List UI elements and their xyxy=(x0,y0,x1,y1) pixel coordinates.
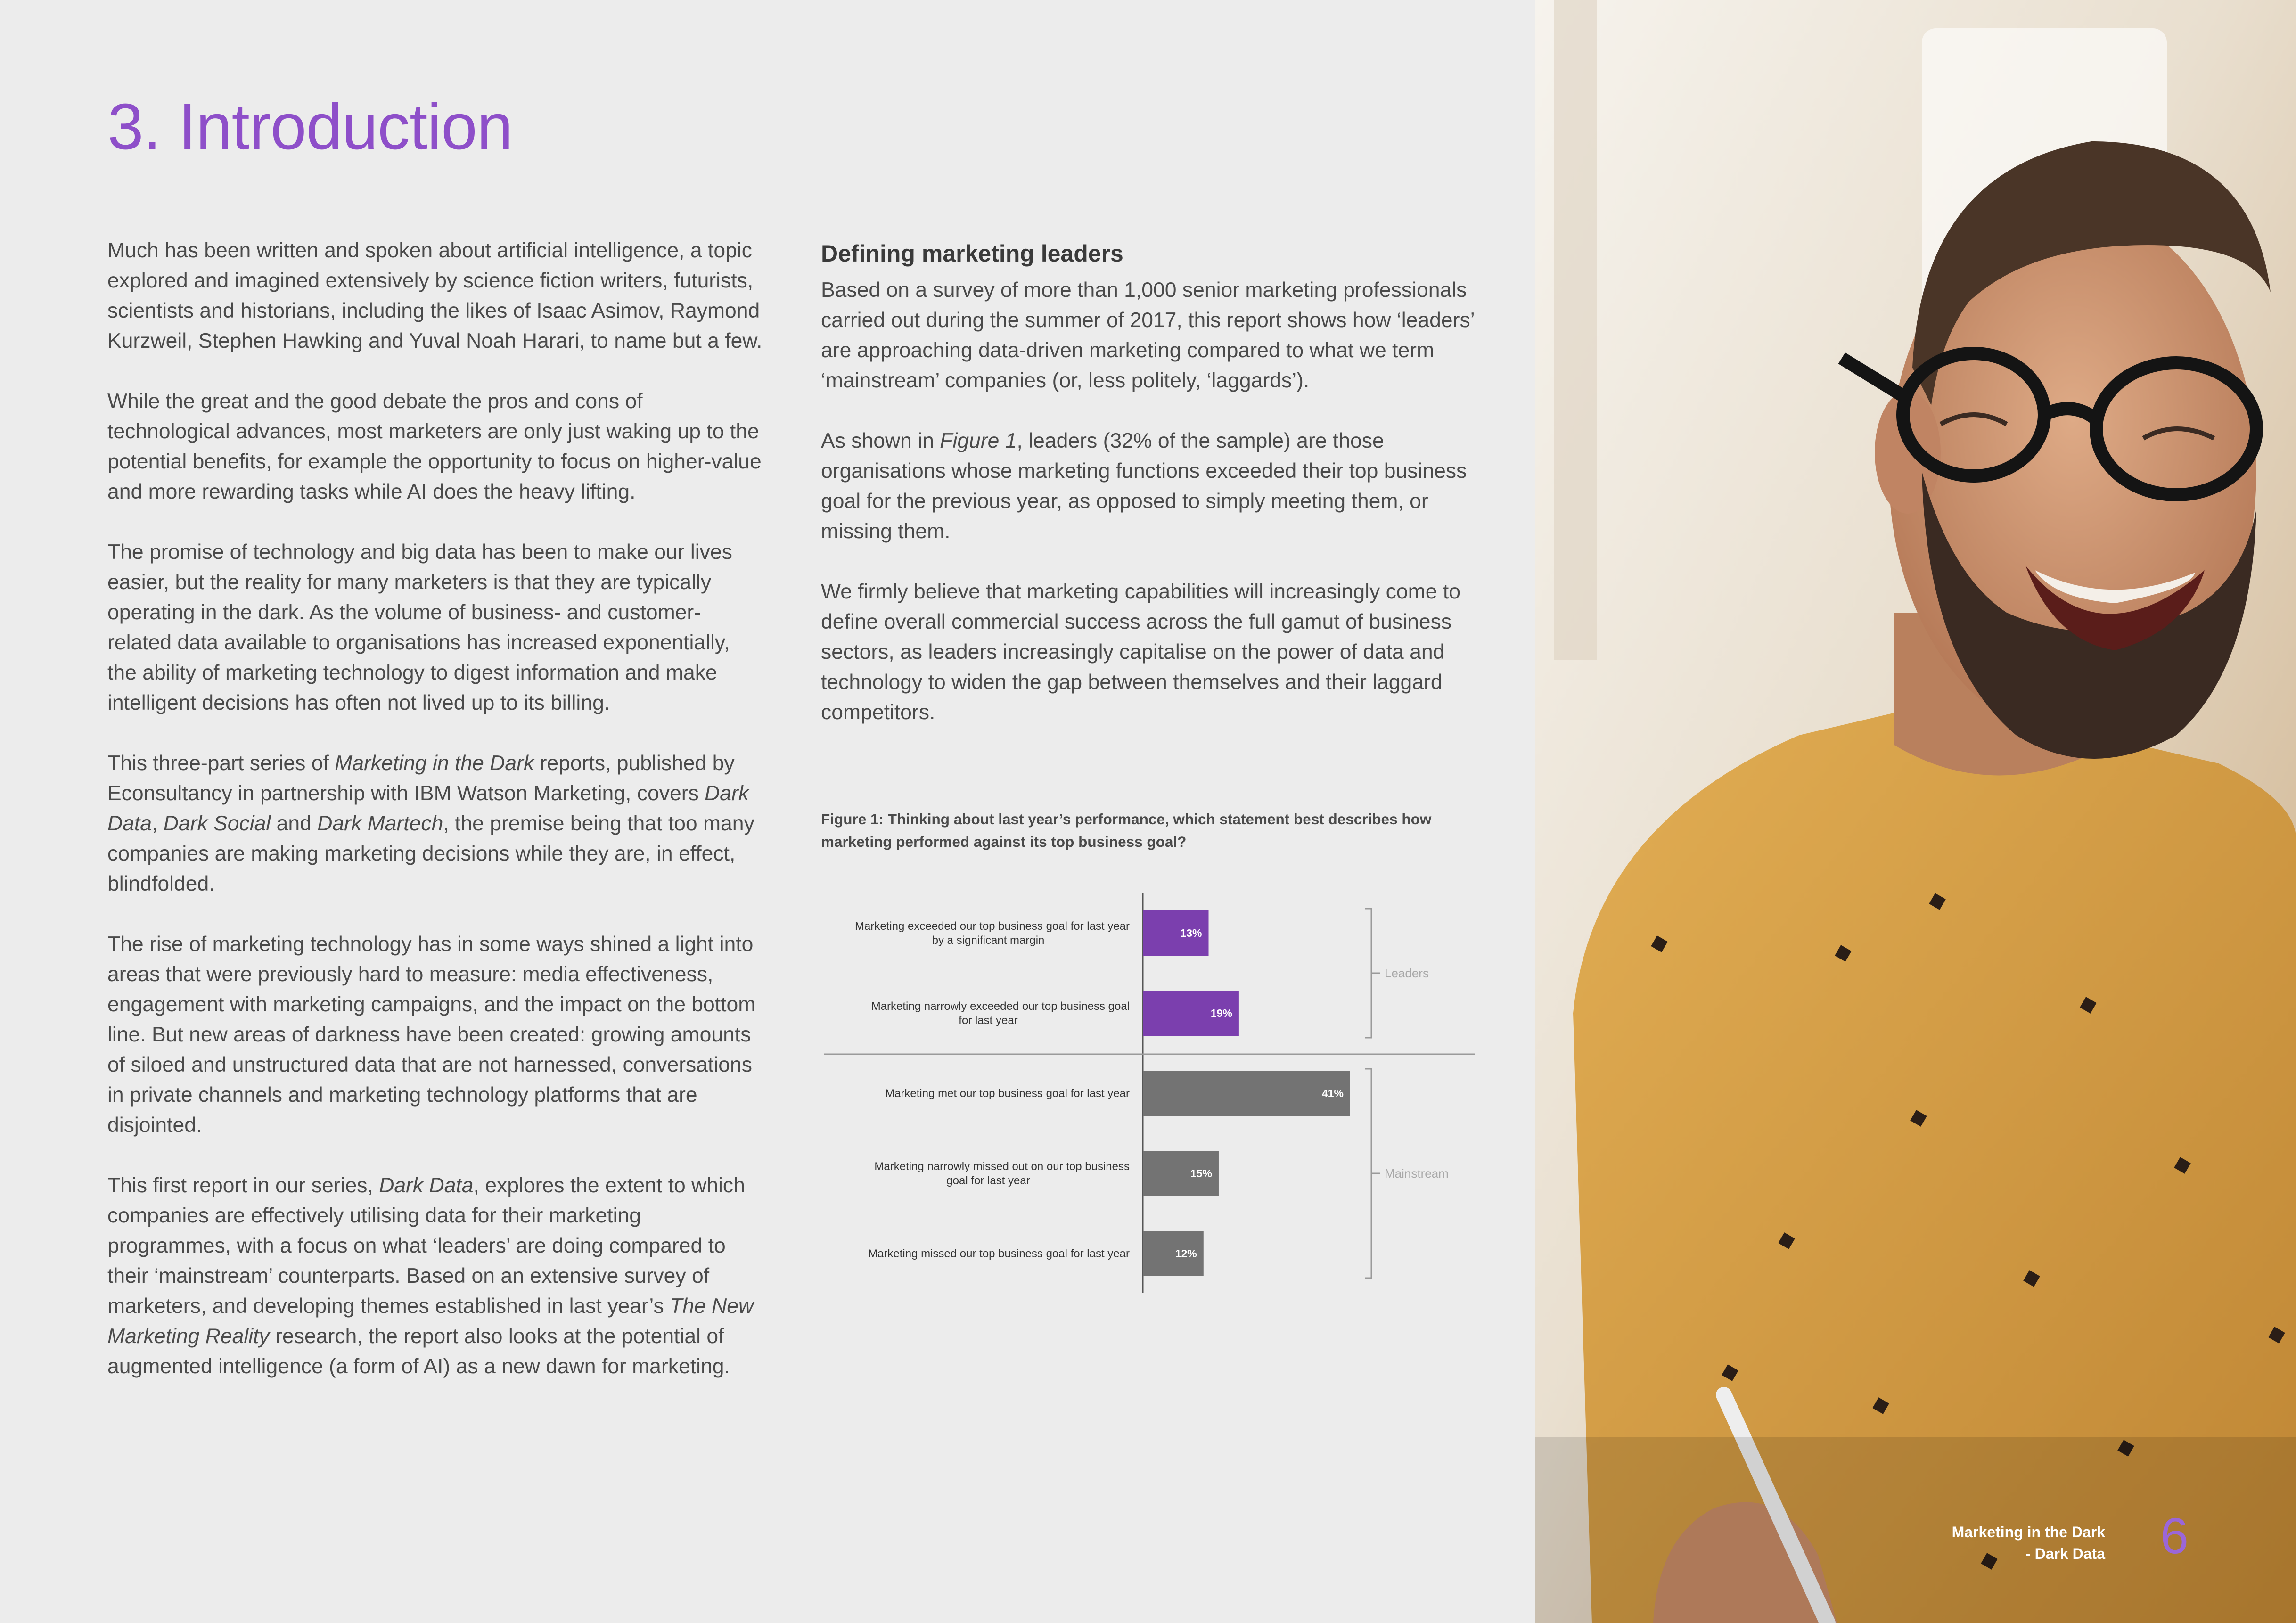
bar-value-label-5: 12% xyxy=(1175,1247,1197,1260)
group-bracket-2 xyxy=(1365,1069,1371,1278)
intro-paragraph-6 xyxy=(107,1171,763,1382)
category-label-1: Marketing exceeded our top business goal for last year xyxy=(855,920,1130,933)
intro-paragraph-5 xyxy=(107,929,763,1140)
italic-title: Figure 1 xyxy=(940,429,1017,452)
text-run: The promise of technology and big data has been to make our lives easier, but the reality for many marketers is that they are typically operating in the dark. As the volume of business- and customer-related data available to organisations has increased exponentially, the ability of marketing technology to digest information and make intelligent decisions has often not lived up to its billing. xyxy=(107,541,732,714)
text-run: While the great and the good debate the pros and cons of technological advances, most marketers are only just waking up to the potential benefits, for example the opportunity to focus on higher-value and more rewarding tasks while AI does the heavy lifting. xyxy=(107,390,762,503)
footer-line-2: - Dark Data xyxy=(2025,1545,2105,1562)
text-run: We firmly believe that marketing capabilities will increasingly come to define overall commercial success across the full gamut of business sectors, as leaders increasingly capitalise on the power of data and technology to widen the gap between themselves and their laggard competitors. xyxy=(821,580,1460,724)
hero-photo xyxy=(1535,0,2296,1623)
intro-column xyxy=(107,236,763,1382)
italic-title: Dark Data xyxy=(379,1174,474,1197)
category-label-4: goal for last year xyxy=(946,1174,1030,1187)
bar-value-label-2: 19% xyxy=(1210,1007,1232,1019)
text-run: As shown in xyxy=(821,429,940,452)
figure-1 xyxy=(821,808,1481,1303)
italic-title: Dark Social xyxy=(163,812,271,835)
defining-leaders-body xyxy=(821,275,1481,728)
page-title: 3. Introduction xyxy=(107,90,513,163)
footer-line-1: Marketing in the Dark xyxy=(1952,1524,2105,1541)
text-run: The rise of marketing technology has in some ways shined a light into areas that were previously hard to measure: media effectiveness, engagement with marketing campaigns, and the impact on the bottom line. But new areas of darkness have been created: growing amounts of siloed and unstructured data that are not harnessed, conversations in private channels and marketing technology platforms that are disjointed. xyxy=(107,933,756,1137)
bar-3 xyxy=(1143,1071,1350,1116)
text-run: Based on a survey of more than 1,000 senior marketing professionals carried out during the summer of 2017, this report shows how ‘leaders’ are approaching data-driven marketing compared to what we term ‘mainstream’ companies (or, less politely, ‘laggards’). xyxy=(821,279,1474,392)
window-frame xyxy=(1554,0,1597,660)
leaders-paragraph-3 xyxy=(821,577,1481,728)
bar-value-label-4: 15% xyxy=(1190,1167,1212,1180)
group-bracket-1 xyxy=(1365,909,1371,1038)
intro-paragraph-2 xyxy=(107,386,763,507)
man-laughing-photo xyxy=(1535,0,2296,1623)
group-label-mainstream: Mainstream xyxy=(1385,1166,1449,1180)
intro-paragraph-4 xyxy=(107,748,763,899)
page-number: 6 xyxy=(2160,1507,2189,1564)
leaders-paragraph-1 xyxy=(821,275,1481,396)
category-label-4: Marketing narrowly missed out on our top business xyxy=(874,1160,1130,1173)
text-run: , explores the extent to which companies are effectively utilising data for their marketing programmes, with a focus on what ‘leaders’ are doing compared to their ‘mainstream’ counterparts. Based on an extensive survey of marketers, and developing themes established in last year’s xyxy=(107,1174,745,1318)
text-run: and xyxy=(271,812,318,835)
section-heading: Defining marketing leaders xyxy=(821,240,1123,267)
intro-paragraph-1 xyxy=(107,236,763,356)
leaders-paragraph-2 xyxy=(821,426,1481,547)
text-run: This three-part series of xyxy=(107,752,335,775)
text-run: , leaders (32% of the sample) are those organisations whose marketing functions exceeded their top business goal for the previous year, as opposed to simply meeting them, or missing them. xyxy=(821,429,1467,543)
category-label-1: by a significant margin xyxy=(932,934,1045,947)
footer-series-title xyxy=(1952,1521,2105,1565)
category-label-3: Marketing met our top business goal for last year xyxy=(885,1087,1130,1100)
italic-title: Dark Data xyxy=(107,782,749,835)
italic-title: Marketing in the Dark xyxy=(335,752,534,775)
text-run: , xyxy=(152,812,164,835)
bar-value-label-3: 41% xyxy=(1321,1087,1344,1099)
italic-title: Dark Martech xyxy=(317,812,443,835)
text-run: This first report in our series, xyxy=(107,1174,379,1197)
category-label-2: for last year xyxy=(959,1014,1018,1027)
category-label-2: Marketing narrowly exceeded our top business goal xyxy=(871,1000,1130,1013)
group-label-leaders: Leaders xyxy=(1385,966,1429,980)
intro-paragraph-3 xyxy=(107,537,763,718)
bar-chart xyxy=(821,808,1481,1303)
bar-value-label-1: 13% xyxy=(1180,927,1202,939)
text-run: research, the report also looks at the potential of augmented intelligence (a form of AI) as a new dawn for marketing. xyxy=(107,1325,730,1378)
figure-caption: Figure 1: Thinking about last year’s performance, which statement best describes how marketing performed against its top business goal? xyxy=(821,811,1432,850)
defining-leaders-column xyxy=(821,236,1481,728)
text-run: Much has been written and spoken about artificial intelligence, a topic explored and imagined extensively by science fiction writers, futurists, scientists and historians, including the likes of Isaac Asimov, Raymond Kurzweil, Stephen Hawking and Yuval Noah Harari, to name but a few. xyxy=(107,239,763,352)
text-run: reports, published by Econsultancy in partnership with IBM Watson Marketing, covers xyxy=(107,752,735,805)
category-label-5: Marketing missed our top business goal for last year xyxy=(868,1247,1130,1260)
text-run: , the premise being that too many companies are making marketing decisions while they are, in effect, blindfolded. xyxy=(107,812,754,895)
italic-title: The New Marketing Reality xyxy=(107,1295,754,1348)
